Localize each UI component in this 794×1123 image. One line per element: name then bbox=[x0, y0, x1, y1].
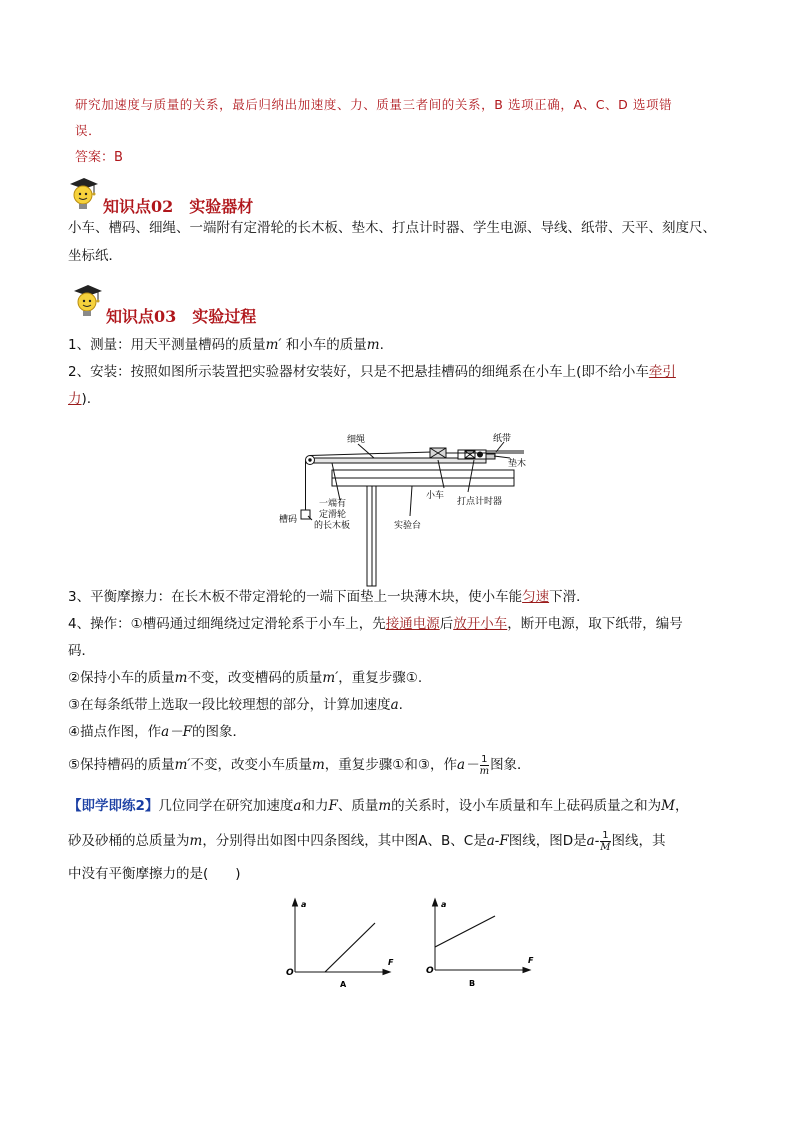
step1-measure: 1、测量：用天平测量槽码的质量m′ 和小车的质量m. bbox=[68, 337, 384, 353]
step3-balance-friction: 3、平衡摩擦力：在长木板不带定滑轮的一端下面垫上一块薄木块，使小车能匀速下滑． bbox=[68, 589, 590, 605]
label-cart: 小车 bbox=[426, 491, 445, 501]
graph-b-xlabel: F bbox=[528, 956, 534, 965]
term-uniform-speed[interactable]: 匀速 bbox=[522, 589, 550, 605]
kp02-text-line1: 小车、槽码、细绳、一端附有定滑轮的长木板、垫木、打点计时器、学生电源、导线、纸带、天平、刻度尺、 bbox=[68, 220, 716, 236]
step4-sub5: ⑤保持槽码的质量m′不变，改变小车质量m，重复步骤①和③，作a－ $\frac{1}{m}$ 图象． bbox=[68, 753, 531, 777]
answer-explanation-line2: 误． bbox=[75, 123, 102, 138]
scholar-lightbulb-icon bbox=[66, 176, 100, 212]
fraction-1-over-M: $\frac{1}{M}$ bbox=[600, 829, 611, 853]
step2-install-line2: 力). bbox=[68, 391, 92, 407]
graph-a-line bbox=[325, 923, 375, 972]
kp02-title: 实验器材 bbox=[189, 197, 254, 216]
step4-operate-line1: 4、操作：①槽码通过细绳绕过定滑轮系于小车上，先接通电源后放开小车，断开电源，取下纸带，编号 bbox=[68, 616, 683, 632]
label-table: 实验台 bbox=[394, 521, 422, 531]
step4-sub3: ③在每条纸带上选取一段比较理想的部分，计算加速度a. bbox=[68, 697, 403, 713]
graph-b bbox=[422, 895, 542, 995]
answer-label: 答案：B bbox=[75, 150, 123, 165]
graph-a-x-arrow bbox=[383, 970, 390, 975]
answer-explanation-line1: 研究加速度与质量的关系，最后归纳出加速度、力、质量三者间的关系，B 选项正确，A、C、D 选项错 bbox=[75, 97, 673, 112]
term-release-cart[interactable]: 放开小车 bbox=[453, 616, 508, 632]
label-board-1: 一端有 bbox=[319, 499, 347, 509]
section-heading-kp02 bbox=[103, 194, 253, 217]
section-heading-kp03 bbox=[106, 304, 256, 327]
graph-a bbox=[282, 895, 402, 995]
graph-a-caption: A bbox=[340, 980, 347, 989]
label-weight: 槽码 bbox=[279, 515, 298, 525]
kp02-number: 知识点02 bbox=[103, 197, 174, 216]
step2-install-line1: 2、安装：按照如图所示装置把实验器材安装好，只是不把悬挂槽码的细绳系在小车上(即不给小车牵引 bbox=[68, 364, 676, 380]
step4-operate-line2: 码． bbox=[68, 643, 95, 659]
graph-b-caption: B bbox=[469, 979, 476, 988]
graph-a-ylabel: a bbox=[301, 900, 307, 909]
label-string: 细绳 bbox=[347, 435, 366, 445]
practice-tag: 【即学即练2】 bbox=[68, 798, 159, 814]
step4-sub4: ④描点作图，作a－F的图象． bbox=[68, 724, 247, 740]
experiment-apparatus-diagram bbox=[272, 430, 534, 590]
graph-b-ylabel: a bbox=[441, 900, 447, 909]
kp03-number: 知识点03 bbox=[106, 307, 177, 326]
label-timer: 打点计时器 bbox=[457, 497, 503, 507]
label-board-3: 的长木板 bbox=[314, 521, 351, 531]
term-traction[interactable]: 牵引 bbox=[648, 364, 676, 380]
kp03-title: 实验过程 bbox=[192, 307, 257, 326]
practice-line3: 中没有平衡摩擦力的是( ) bbox=[68, 866, 241, 882]
practice-line1: 【即学即练2】几位同学在研究加速度a和力F、质量m的关系时，设小车质量和车上砝码质量之和为M， bbox=[68, 798, 689, 814]
graph-a-y-arrow bbox=[293, 899, 298, 906]
term-power-on[interactable]: 接通电源 bbox=[385, 616, 440, 632]
graph-a-origin: O bbox=[286, 968, 294, 978]
graph-b-x-arrow bbox=[523, 968, 530, 973]
graph-a-xlabel: F bbox=[388, 958, 394, 967]
practice-line2: 砂及砂桶的总质量为m，分别得出如图中四条图线，其中图A、B、C是a-F图线，图D是a- $\frac{1}{M}$ 图线，其 bbox=[68, 829, 666, 853]
step4-sub2: ②保持小车的质量m不变，改变槽码的质量m′，重复步骤①. bbox=[68, 670, 423, 686]
fraction-1-over-m: $\frac{1}{m}$ bbox=[479, 753, 490, 777]
graph-b-line bbox=[435, 916, 495, 947]
weight-box bbox=[301, 510, 310, 519]
label-block: 垫木 bbox=[508, 459, 527, 469]
label-tape: 纸带 bbox=[493, 434, 512, 444]
scholar-lightbulb-icon bbox=[70, 283, 104, 319]
graph-b-y-arrow bbox=[433, 899, 438, 906]
graph-b-origin: O bbox=[426, 966, 434, 976]
label-board-2: 定滑轮 bbox=[319, 510, 347, 520]
kp02-text-line2: 坐标纸． bbox=[68, 248, 122, 264]
